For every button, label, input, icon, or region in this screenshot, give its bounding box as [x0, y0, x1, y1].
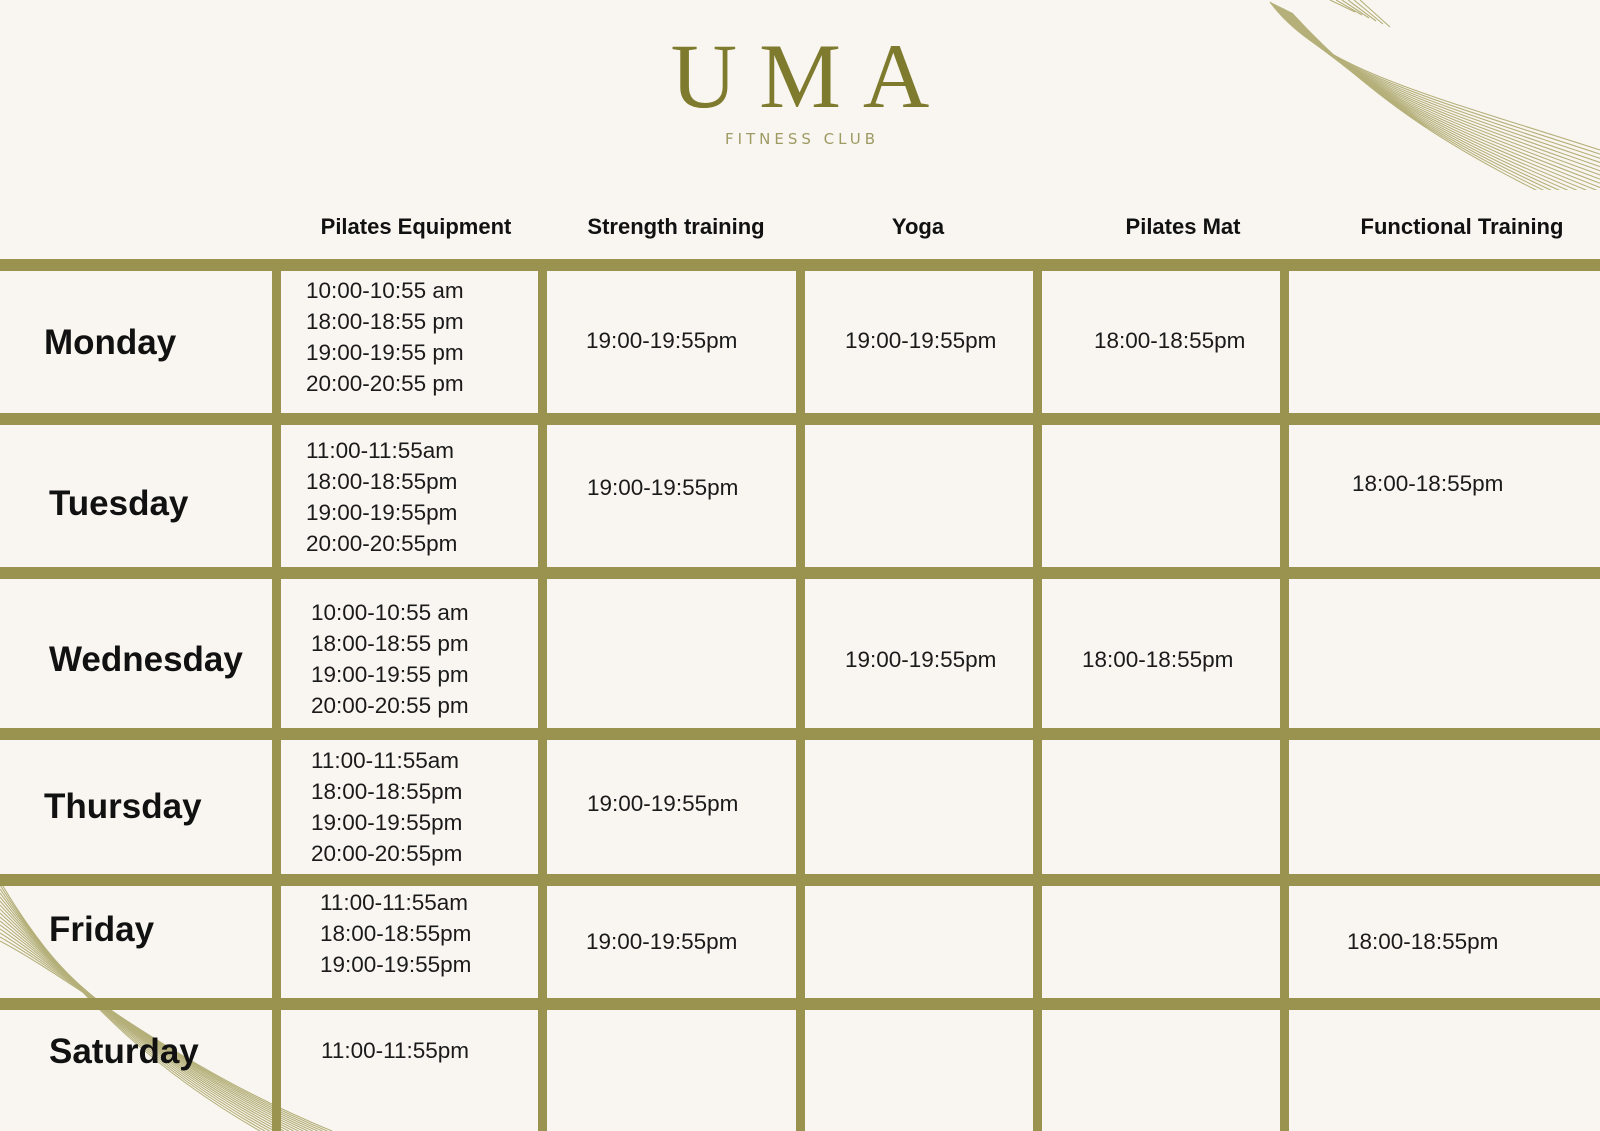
cell-tuesday-strength-training: 19:00-19:55pm: [587, 475, 739, 500]
time-slot: 11:00-11:55am: [311, 748, 460, 773]
time-slot: 11:00-11:55pm: [321, 1038, 470, 1063]
cell-wednesday-pilates-equipment: [311, 597, 469, 721]
cell-thursday-strength-training: 19:00-19:55pm: [587, 791, 739, 816]
column-header-pilates-equipment: Pilates Equipment: [320, 214, 512, 239]
grid-line-vertical: [538, 259, 547, 1131]
cell-saturday-pilates-equipment: [321, 1035, 469, 1066]
time-slot: 11:00-11:55am: [306, 438, 455, 463]
time-slot: 20:00-20:55 pm: [311, 693, 469, 718]
grid-line-vertical: [1280, 259, 1289, 1131]
cell-thursday-pilates-equipment: [311, 745, 462, 869]
cell-tuesday-pilates-equipment: [306, 435, 457, 559]
time-slot: 18:00-18:55 pm: [311, 631, 469, 656]
cell-friday-strength-training: 19:00-19:55pm: [586, 929, 738, 954]
time-slot: 10:00-10:55 am: [311, 600, 469, 625]
cell-wednesday-pilates-mat: 18:00-18:55pm: [1082, 647, 1234, 672]
time-slot: 20:00-20:55 pm: [306, 371, 464, 396]
day-label-tuesday: Tuesday: [49, 484, 189, 523]
grid-line-vertical: [272, 259, 281, 1131]
day-label-saturday: Saturday: [49, 1032, 199, 1071]
time-slot: 18:00-18:55pm: [306, 469, 458, 494]
time-slot: 18:00-18:55pm: [320, 921, 472, 946]
day-label-wednesday: Wednesday: [49, 640, 243, 679]
cell-monday-pilates-mat: 18:00-18:55pm: [1094, 328, 1246, 353]
cell-monday-strength-training: 19:00-19:55pm: [586, 328, 738, 353]
time-slot: 19:00-19:55pm: [306, 500, 458, 525]
brand-logo-name: UMA: [670, 25, 952, 127]
cell-wednesday-yoga: 19:00-19:55pm: [845, 647, 997, 672]
time-slot: 19:00-19:55pm: [311, 810, 463, 835]
time-slot: 20:00-20:55pm: [306, 531, 458, 556]
time-slot: 18:00-18:55 pm: [306, 309, 464, 334]
grid-line-vertical: [796, 259, 805, 1131]
time-slot: 20:00-20:55pm: [311, 841, 463, 866]
day-label-thursday: Thursday: [44, 787, 202, 826]
cell-friday-pilates-equipment: [320, 887, 471, 980]
time-slot: 11:00-11:55am: [320, 890, 469, 915]
leaf-decoration-bottom-left-icon: [0, 861, 360, 1131]
grid-line-vertical: [1033, 259, 1042, 1131]
column-header-functional-training: Functional Training: [1360, 214, 1564, 239]
brand-header: [0, 25, 1600, 148]
time-slot: 19:00-19:55pm: [320, 952, 472, 977]
cell-friday-functional-training: 18:00-18:55pm: [1347, 929, 1499, 954]
cell-monday-yoga: 19:00-19:55pm: [845, 328, 997, 353]
brand-subtitle: FITNESS CLUB: [724, 130, 880, 148]
time-slot: 19:00-19:55 pm: [311, 662, 469, 687]
column-header-pilates-mat: Pilates Mat: [1125, 214, 1241, 239]
column-header-yoga: Yoga: [891, 214, 945, 239]
cell-tuesday-functional-training: 18:00-18:55pm: [1352, 471, 1504, 496]
cell-monday-pilates-equipment: [306, 275, 464, 399]
time-slot: 10:00-10:55 am: [306, 278, 464, 303]
day-label-friday: Friday: [49, 910, 155, 949]
day-label-monday: Monday: [44, 323, 177, 362]
time-slot: 19:00-19:55 pm: [306, 340, 464, 365]
time-slot: 18:00-18:55pm: [311, 779, 463, 804]
column-header-strength-training: Strength training: [587, 214, 765, 239]
